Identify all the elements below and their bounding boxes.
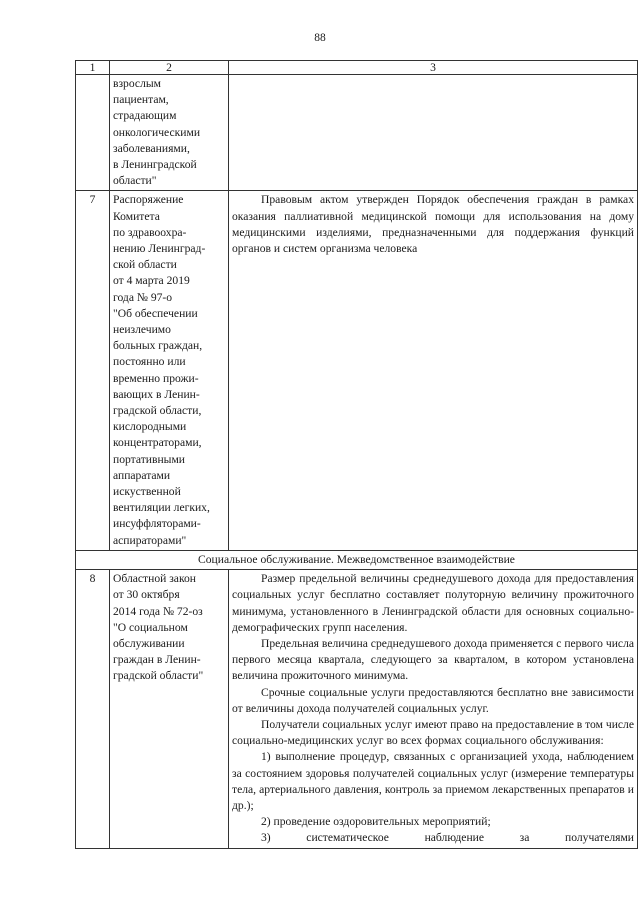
act-name-line: Комитета — [113, 209, 160, 223]
act-name-line: взрослым — [113, 77, 161, 90]
column-header-2: 2 — [110, 61, 229, 75]
list-paragraph: 1) выполнение процедур, связанных с организацией ухода, наблюдением за состоянием здоровья получателей социальных услуг (измерение температуры тела, артериального давления, контроль за приемом лекарственных препаратов и др.); — [232, 750, 634, 812]
act-name-line: года № 97-о — [113, 290, 173, 304]
act-name-line: от 30 октября — [113, 588, 180, 602]
act-name-line: аспираторами" — [113, 533, 187, 547]
content-paragraph: Размер предельной величины среднедушевого дохода для предоставления социальных услуг бесплатно составляет полуторную величину прожиточного минимума, установленного в Ленинградской области для основных социально-демографических групп населения. — [232, 572, 634, 634]
content-paragraph: Правовым актом утвержден Порядок обеспечения граждан в рамках оказания паллиативной медицинской помощи для использования на дому медицинскими изделиями, предназначенными для поддержания функций органов и систем организма человека — [232, 193, 634, 256]
act-name-line: "Об обеспечении — [113, 306, 198, 320]
content-paragraph: Предельная величина среднедушевого дохода применяется с первого числа первого месяца квартала, следующего за кварталом, в котором установлена величина прожиточного минимума. — [232, 636, 634, 683]
act-name-line: больных граждан, — [113, 339, 203, 353]
row-number-cell: 7 — [76, 191, 110, 550]
act-name-line: постоянно или — [113, 355, 186, 369]
list-paragraph: 2) проведение оздоровительных мероприятий; — [261, 815, 491, 829]
content-cell — [229, 570, 638, 848]
act-name-line: градской области, — [113, 404, 202, 418]
act-name-line: вентиляции легких, — [113, 501, 210, 515]
act-name-line: инсуффляторами- — [113, 517, 201, 531]
document-table — [75, 60, 638, 849]
content-paragraph: Получатели социальных услуг имеют право на предоставление в том числе социально-медицинских услуг во всех формах социального обслуживания: — [232, 717, 634, 748]
act-name-line: онкологическими — [113, 125, 201, 139]
content-cell — [229, 75, 638, 191]
act-name-line: от 4 марта 2019 — [113, 274, 190, 288]
act-name-line: обслуживании — [113, 636, 185, 650]
act-name-line: ской области — [113, 258, 177, 272]
act-name-line: нению Ленинград- — [113, 242, 206, 256]
act-name-line: вающих в Ленин- — [113, 387, 200, 401]
act-name-line: портативными — [113, 452, 185, 466]
act-name-cell — [110, 75, 229, 191]
act-name-line: Распоряжение — [113, 193, 184, 207]
row-number-cell: 8 — [76, 570, 110, 848]
act-name-line: неизлечимо — [113, 323, 171, 337]
act-name-line: аппаратами — [113, 468, 171, 482]
table-row-7 — [76, 191, 638, 550]
table-row-continued — [76, 75, 638, 191]
act-name-line: кислородными — [113, 420, 187, 434]
row-number-cell — [76, 75, 110, 191]
column-header-3: 3 — [229, 61, 638, 75]
act-name-line: граждан в Ленин- — [113, 653, 201, 667]
section-title-row — [76, 550, 638, 569]
act-name-cell — [110, 570, 229, 848]
act-name-line: по здравоохра- — [113, 225, 187, 239]
list-paragraph: 3) систематическое наблюдение за получателями — [261, 831, 634, 845]
column-header-1: 1 — [76, 61, 110, 75]
act-name-line: пациентам, — [113, 93, 169, 107]
act-name-line: страдающим — [113, 109, 177, 123]
act-name-line: искуственной — [113, 485, 181, 499]
act-name-line: в Ленинградской — [113, 158, 197, 172]
act-name-cell — [110, 191, 229, 550]
act-name-line: Областной закон — [113, 572, 197, 586]
act-name-line: заболеваниями, — [113, 141, 190, 155]
section-title: Социальное обслуживание. Межведомственное взаимодействие — [76, 550, 638, 569]
act-name-line: области" — [113, 174, 157, 188]
table-header-row — [76, 61, 638, 75]
act-name-line: градской области" — [113, 669, 204, 683]
act-name-line: 2014 года № 72-оз — [113, 604, 203, 618]
content-cell — [229, 191, 638, 550]
act-name-line: концентраторами, — [113, 436, 202, 450]
act-name-line: "О социальном — [113, 620, 188, 634]
act-name-line: временно прожи- — [113, 371, 199, 385]
content-paragraph: Срочные социальные услуги предоставляются бесплатно вне зависимости от величины дохода получателей социальных услуг. — [232, 685, 634, 715]
table-row-8 — [76, 570, 638, 848]
page-number: 88 — [314, 32, 326, 44]
